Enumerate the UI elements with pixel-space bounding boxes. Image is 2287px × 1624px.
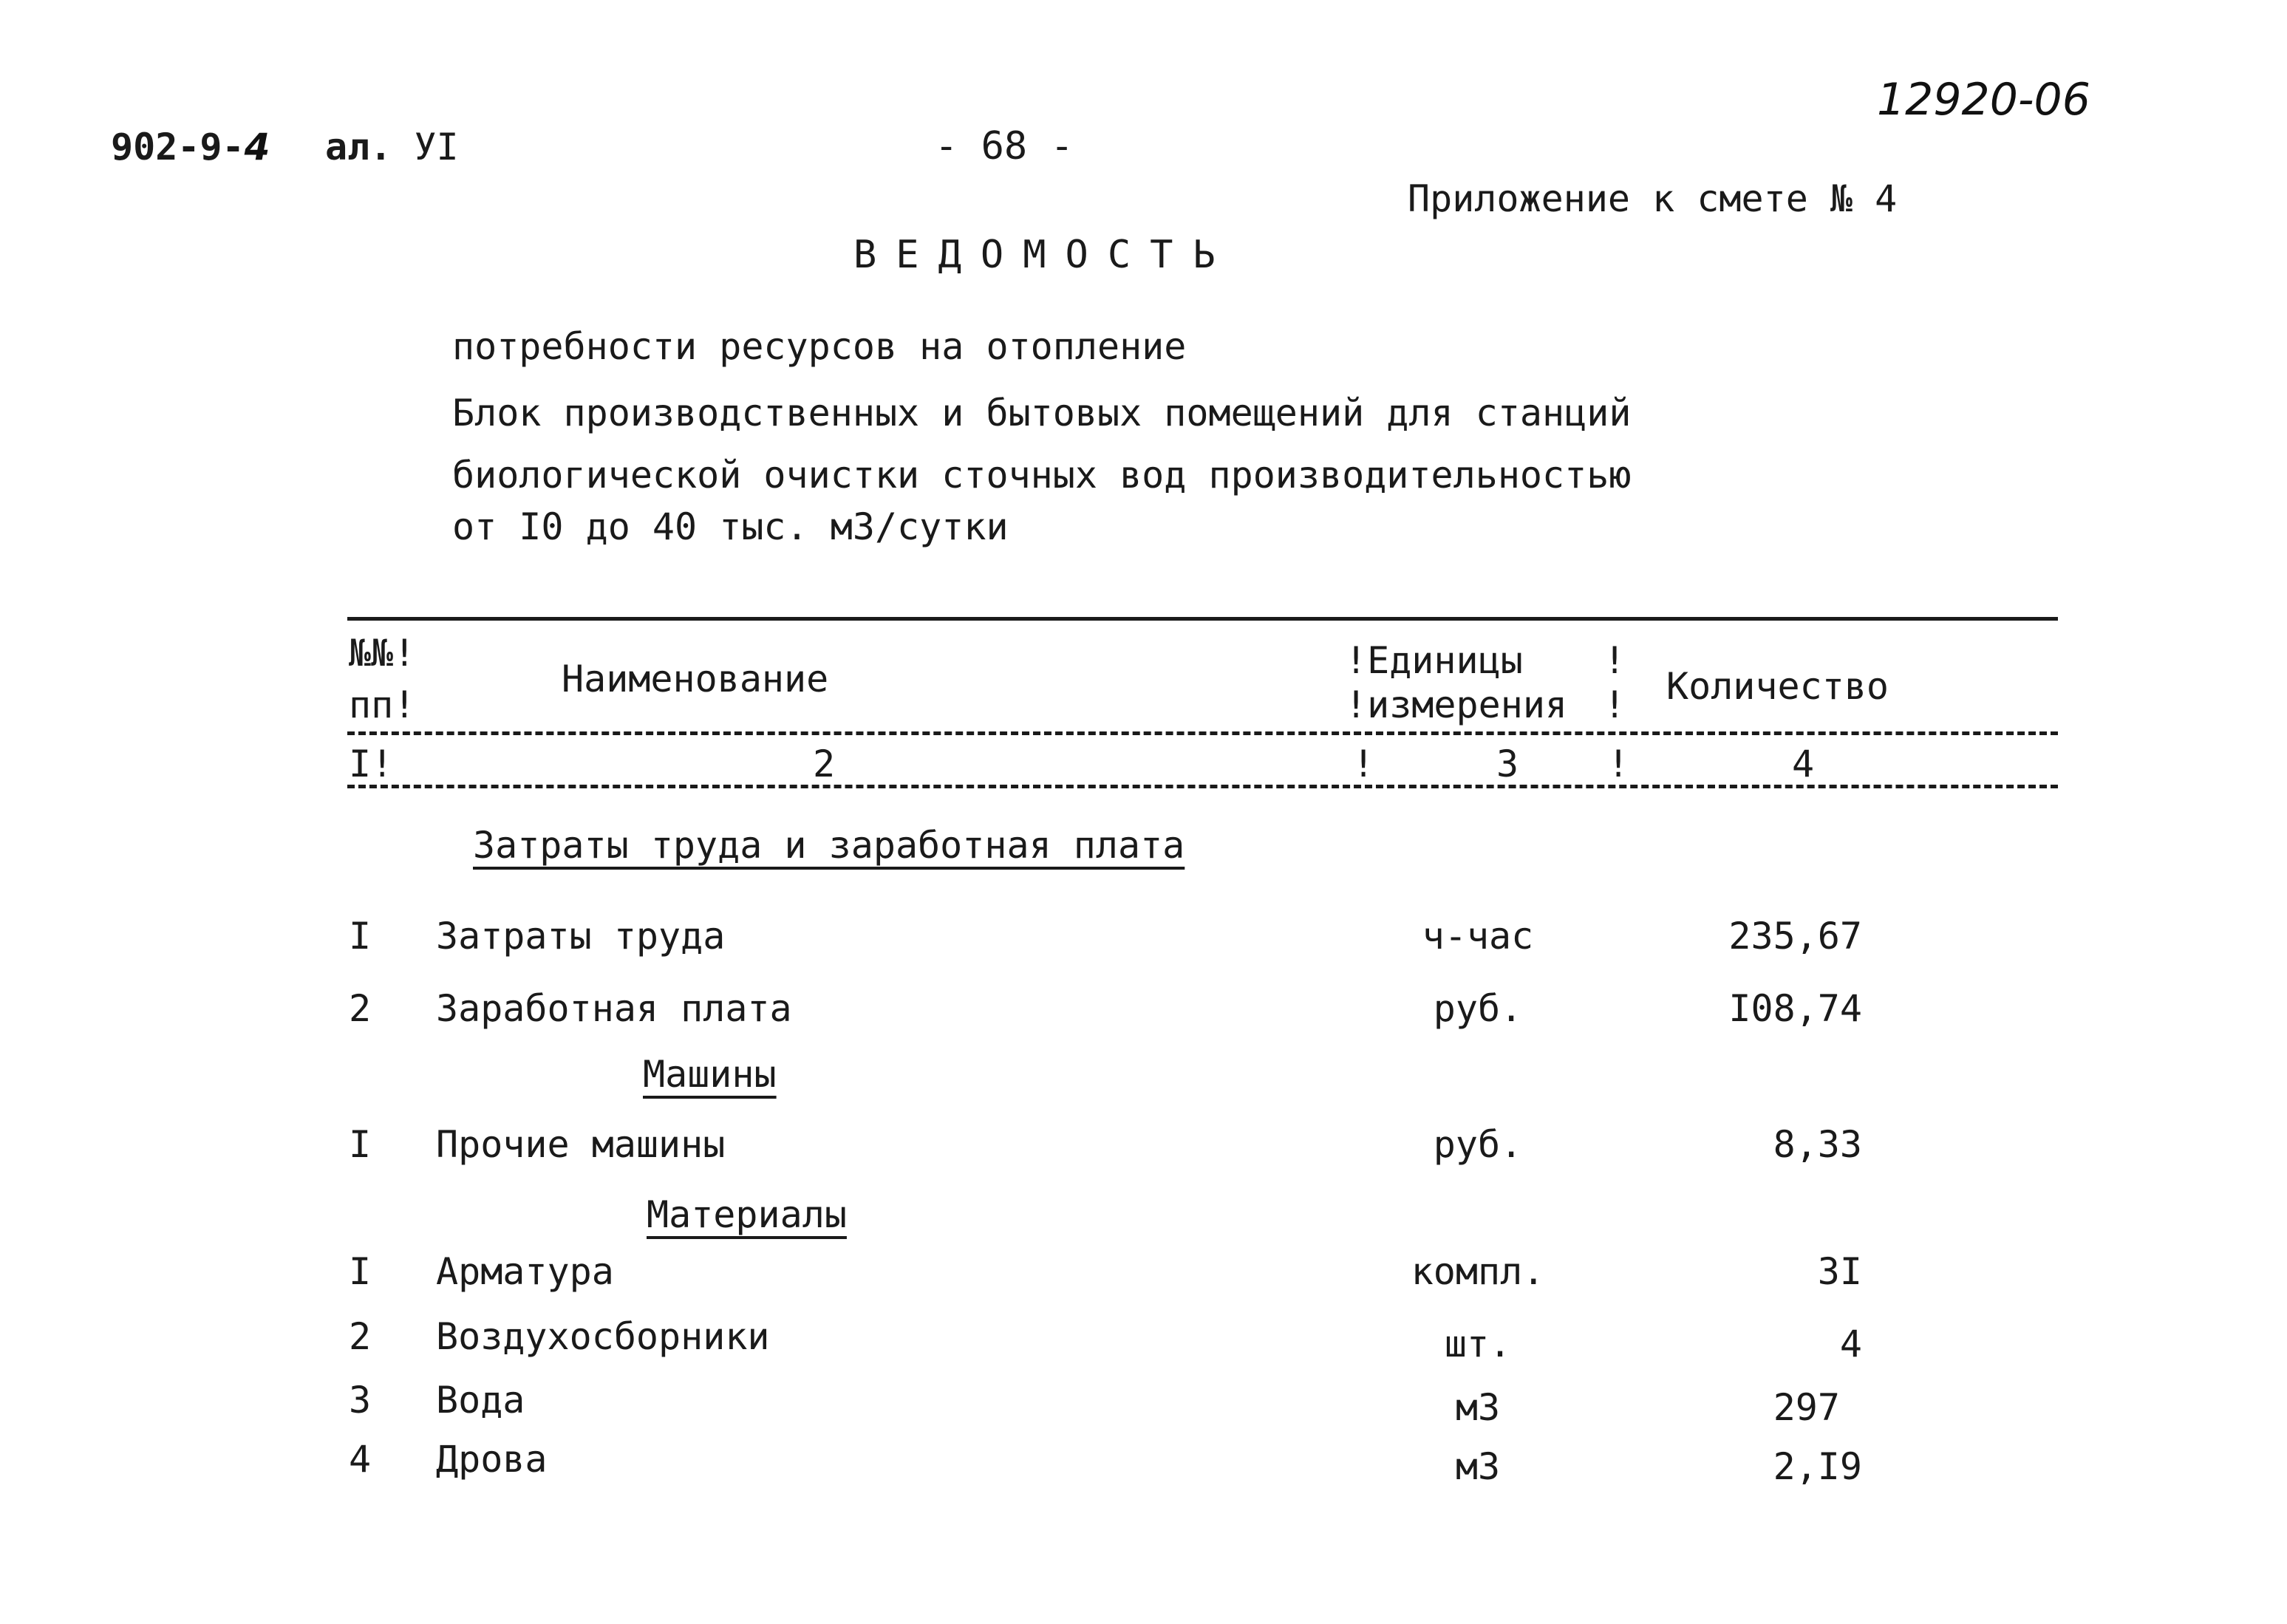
table-row-name: Дрова <box>436 1438 548 1481</box>
index-col3-separator: ! <box>1607 743 1630 785</box>
table-row-unit: руб. <box>1433 987 1523 1030</box>
table-row-quantity: 235,67 <box>1728 915 1862 958</box>
table-row-name: Вода <box>436 1379 525 1422</box>
header-separator-1: ! <box>1603 639 1626 682</box>
table-row-unit: м3 <box>1455 1445 1501 1488</box>
table-row-unit: ч-час <box>1422 915 1534 958</box>
table-top-rule <box>347 617 2058 621</box>
table-row-unit: м3 <box>1455 1386 1501 1429</box>
appendix-label: Приложение к смете № 4 <box>1408 177 1898 220</box>
header-num-line1: №№! <box>349 632 416 675</box>
table-row-name: Затраты труда <box>436 915 726 958</box>
table-row-unit: шт. <box>1444 1323 1512 1365</box>
table-row-num: 2 <box>349 1315 372 1358</box>
index-col1: I! <box>349 743 394 785</box>
table-row-name: Заработная плата <box>436 987 792 1030</box>
index-col2-separator: ! <box>1352 743 1375 785</box>
table-row-quantity: 3I <box>1817 1250 1862 1293</box>
header-name: Наименование <box>562 658 829 700</box>
page-number: - 68 - <box>935 124 1074 168</box>
header-separator-2: ! <box>1603 683 1626 726</box>
handwritten-code: 12920-06 <box>1877 74 2090 126</box>
subtitle-line-3: биологической очистки сточных вод производительностью <box>452 454 1632 497</box>
index-col4: 4 <box>1792 743 1815 785</box>
document-code-handwritten: 4 <box>244 126 270 168</box>
document-code: 902-9-4 <box>111 126 270 168</box>
table-row-unit: компл. <box>1411 1250 1545 1293</box>
index-col3: 3 <box>1496 743 1519 785</box>
header-unit-line2: !измерения <box>1345 683 1568 726</box>
album-label: ал. УI <box>325 126 459 168</box>
header-dashed-rule <box>347 731 2058 735</box>
table-row-unit: руб. <box>1433 1123 1523 1166</box>
header-quantity: Количество <box>1666 665 1889 708</box>
section-title-materials: Материалы <box>647 1193 847 1236</box>
subtitle-line-2: Блок производственных и бытовых помещений для станций <box>452 392 1632 434</box>
table-row-num: I <box>349 1250 372 1293</box>
document-title: ВЕДОМОСТЬ <box>853 233 1235 277</box>
table-row-quantity: 4 <box>1839 1323 1862 1365</box>
subtitle-line-4: от I0 до 40 тыс. м3/сутки <box>452 505 1009 548</box>
table-row-quantity: I08,74 <box>1728 987 1862 1030</box>
section-title-labor: Затраты труда и заработная плата <box>473 824 1185 867</box>
table-row-quantity: 2,I9 <box>1773 1445 1862 1488</box>
table-row-num: 3 <box>349 1379 372 1422</box>
table-row-num: 4 <box>349 1438 372 1481</box>
table-row-num: I <box>349 915 372 958</box>
header-unit-line1: !Единицы <box>1345 639 1523 682</box>
index-dashed-rule <box>347 785 2058 788</box>
table-row-num: 2 <box>349 987 372 1030</box>
table-row-quantity: 297 <box>1773 1386 1840 1429</box>
table-row-name: Прочие машины <box>436 1123 726 1166</box>
table-row-name: Воздухосборники <box>436 1315 770 1358</box>
section-title-machines: Машины <box>643 1053 777 1096</box>
table-row-quantity: 8,33 <box>1773 1123 1862 1166</box>
table-row-num: I <box>349 1123 372 1166</box>
table-row-name: Арматура <box>436 1250 614 1293</box>
header-num-line2: пп! <box>349 683 416 726</box>
subtitle-line-1: потребности ресурсов на отопление <box>452 325 1187 368</box>
index-col2: 2 <box>813 743 836 785</box>
